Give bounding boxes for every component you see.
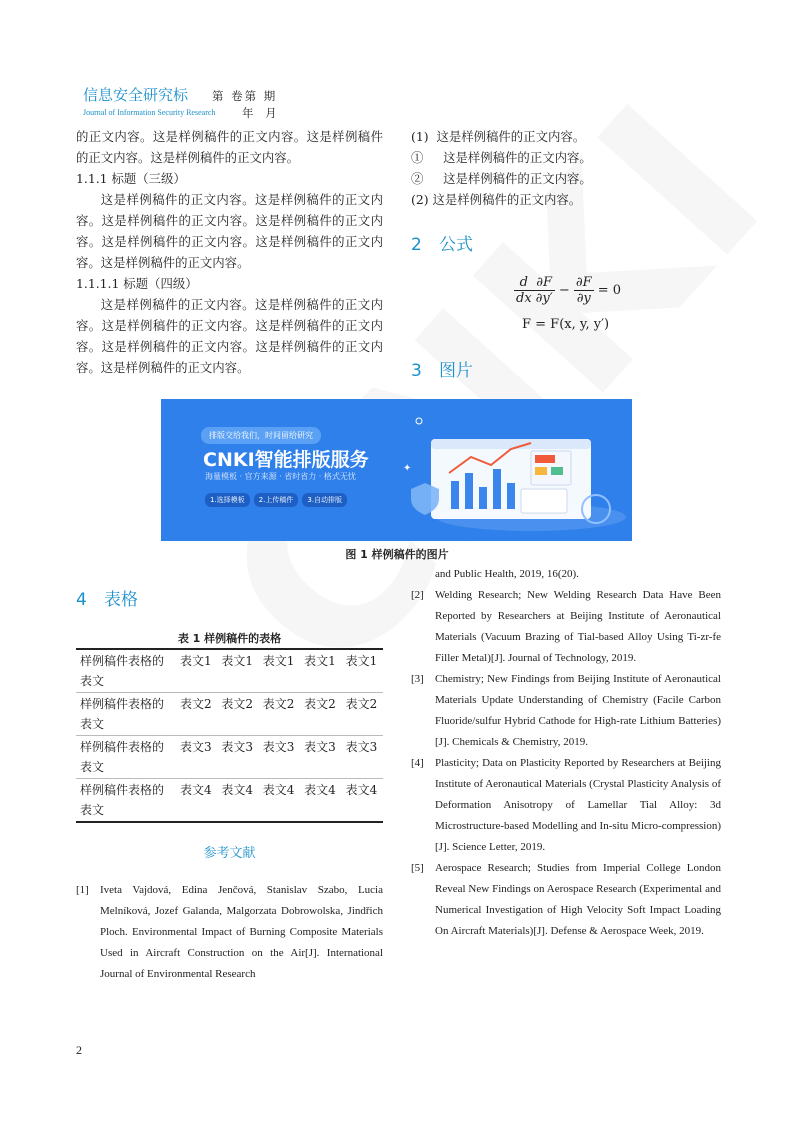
list-item: (2) 这是样例稿件的正文内容。	[411, 192, 582, 207]
reference-item: [2] Welding Research; New Welding Research Data Have Been Reported by Researchers at Beijing Institute of Aeronautical Materials (Vacuum Brazing of Tial-based Alloy Using Ti-zr-fe Filler Metal)[J]. Journal of Technology, 2019.	[411, 589, 721, 664]
list-item: (1) 这是样例稿件的正文内容。	[411, 129, 586, 144]
reference-item: [3] Chemistry; New Findings from Beijing Institute of Aeronautical Materials Update Understanding of Chemistry (Facile Carbon Fluoride/sulfur Hybrid Cathode for High-rate Lithium Batteries)[J]. Chemicals & Chemistry, 2019.	[411, 673, 721, 748]
references-right	[411, 564, 721, 942]
paragraph: 这是样例稿件的正文内容。这是样例稿件的正文内容。这是样例稿件的正文内容。这是样例稿件的正文内容。这是样例稿件的正文内容。这是样例稿件的正文内容。这是样例稿件的正文内容。	[76, 297, 383, 375]
table-caption: 表 1 样例稿件的表格	[177, 632, 282, 645]
table-row: 样例稿件表格的表文 表文1 表文1 表文1 表文1 表文1	[76, 649, 383, 693]
journal-title-en: Journal of Information Security Research	[83, 108, 216, 117]
banner-pill: 排版交给我们，时间留给研究	[201, 427, 321, 444]
paragraph: 的正文内容。这是样例稿件的正文内容。这是样例稿件的正文内容。这是样例稿件的正文内容。	[76, 129, 383, 165]
heading-level3: 1.1.1 标题（三级）	[76, 171, 186, 186]
references-left	[76, 880, 383, 985]
section-heading-formula: 2 公式	[411, 235, 473, 255]
banner-step: 1.选择模板	[205, 493, 250, 507]
sample-table	[76, 648, 383, 823]
banner-title: CNKI智能排版服务	[203, 449, 369, 471]
banner-subtitle: 海量模板 · 官方来源 · 省时省力 · 格式无忧	[205, 472, 356, 481]
page-number: 2	[76, 1043, 82, 1057]
banner-illustration	[391, 409, 631, 539]
left-column-text	[76, 126, 383, 378]
formula-euler-lagrange: $\frac{d}{dx}$ $\frac{\partial F}{\partial y'}$ − $\frac{\partial F}{\partial y}$ = 0	[516, 275, 622, 306]
banner-step: 3.自动排版	[302, 493, 347, 507]
figure-banner-image	[161, 399, 632, 541]
reference-item: [1] Iveta Vajdová, Edina Jenčová, Stanislav Szabo, Lucia Melníková, Jozef Galanda, Malgorzata Dobrowolska, Jindřich Ploch. Environmental Impact of Burning Composite Materials Used in Aircraft Construction on the Air[J]. International Journal of Environmental Research	[76, 884, 383, 980]
banner-step: 2.上传稿件	[254, 493, 299, 507]
banner-steps	[205, 493, 347, 507]
section-heading-table: 4 表格	[76, 590, 138, 610]
svg-text:✦: ✦	[403, 463, 412, 474]
paragraph: 这是样例稿件的正文内容。这是样例稿件的正文内容。这是样例稿件的正文内容。这是样例稿件的正文内容。这是样例稿件的正文内容。这是样例稿件的正文内容。这是样例稿件的正文内容。	[76, 192, 383, 270]
issue-volume: 第 卷第 期	[212, 89, 278, 103]
table-row: 样例稿件表格的表文 表文4 表文4 表文4 表文4 表文4	[76, 779, 383, 823]
list-item: ② 这是样例稿件的正文内容。	[411, 171, 592, 186]
reference-item: [5] Aerospace Research; Studies from Imperial College London Reveal New Findings on Aerospace Research (Experimental and Numerical Investigation of High Velocity Soft Impact Loading On Aircraft Materials)[J]. Defense & Aerospace Week, 2019.	[411, 862, 721, 937]
reference-item: and Public Health, 2019, 16(20).	[435, 568, 579, 580]
references-heading: 参考文献	[203, 846, 256, 861]
numbered-list	[411, 126, 721, 210]
section-heading-figure: 3 图片	[411, 361, 473, 381]
list-item: ① 这是样例稿件的正文内容。	[411, 150, 592, 165]
reference-item: [4] Plasticity; Data on Plasticity Reported by Researchers at Beijing Institute of Aeronautical Materials (Crystal Plasticity Analysis of Deformation Anisotropy of Lamellar Tial Alloy: 3d Microstructure-based Modelling and In-situ Micro-compression)[J]. Science Letter, 2019.	[411, 757, 721, 853]
formula-function-def: F = F(x, y, y′)	[522, 317, 610, 332]
journal-title-cn: 信息安全研究标	[83, 86, 189, 104]
figure-caption: 图 1 样例稿件的图片	[345, 548, 449, 561]
issue-date: 年 月	[242, 106, 281, 120]
table-row: 样例稿件表格的表文 表文3 表文3 表文3 表文3 表文3	[76, 736, 383, 779]
heading-level4: 1.1.1.1 标题（四级）	[76, 276, 198, 291]
table-row: 样例稿件表格的表文 表文2 表文2 表文2 表文2 表文2	[76, 693, 383, 736]
